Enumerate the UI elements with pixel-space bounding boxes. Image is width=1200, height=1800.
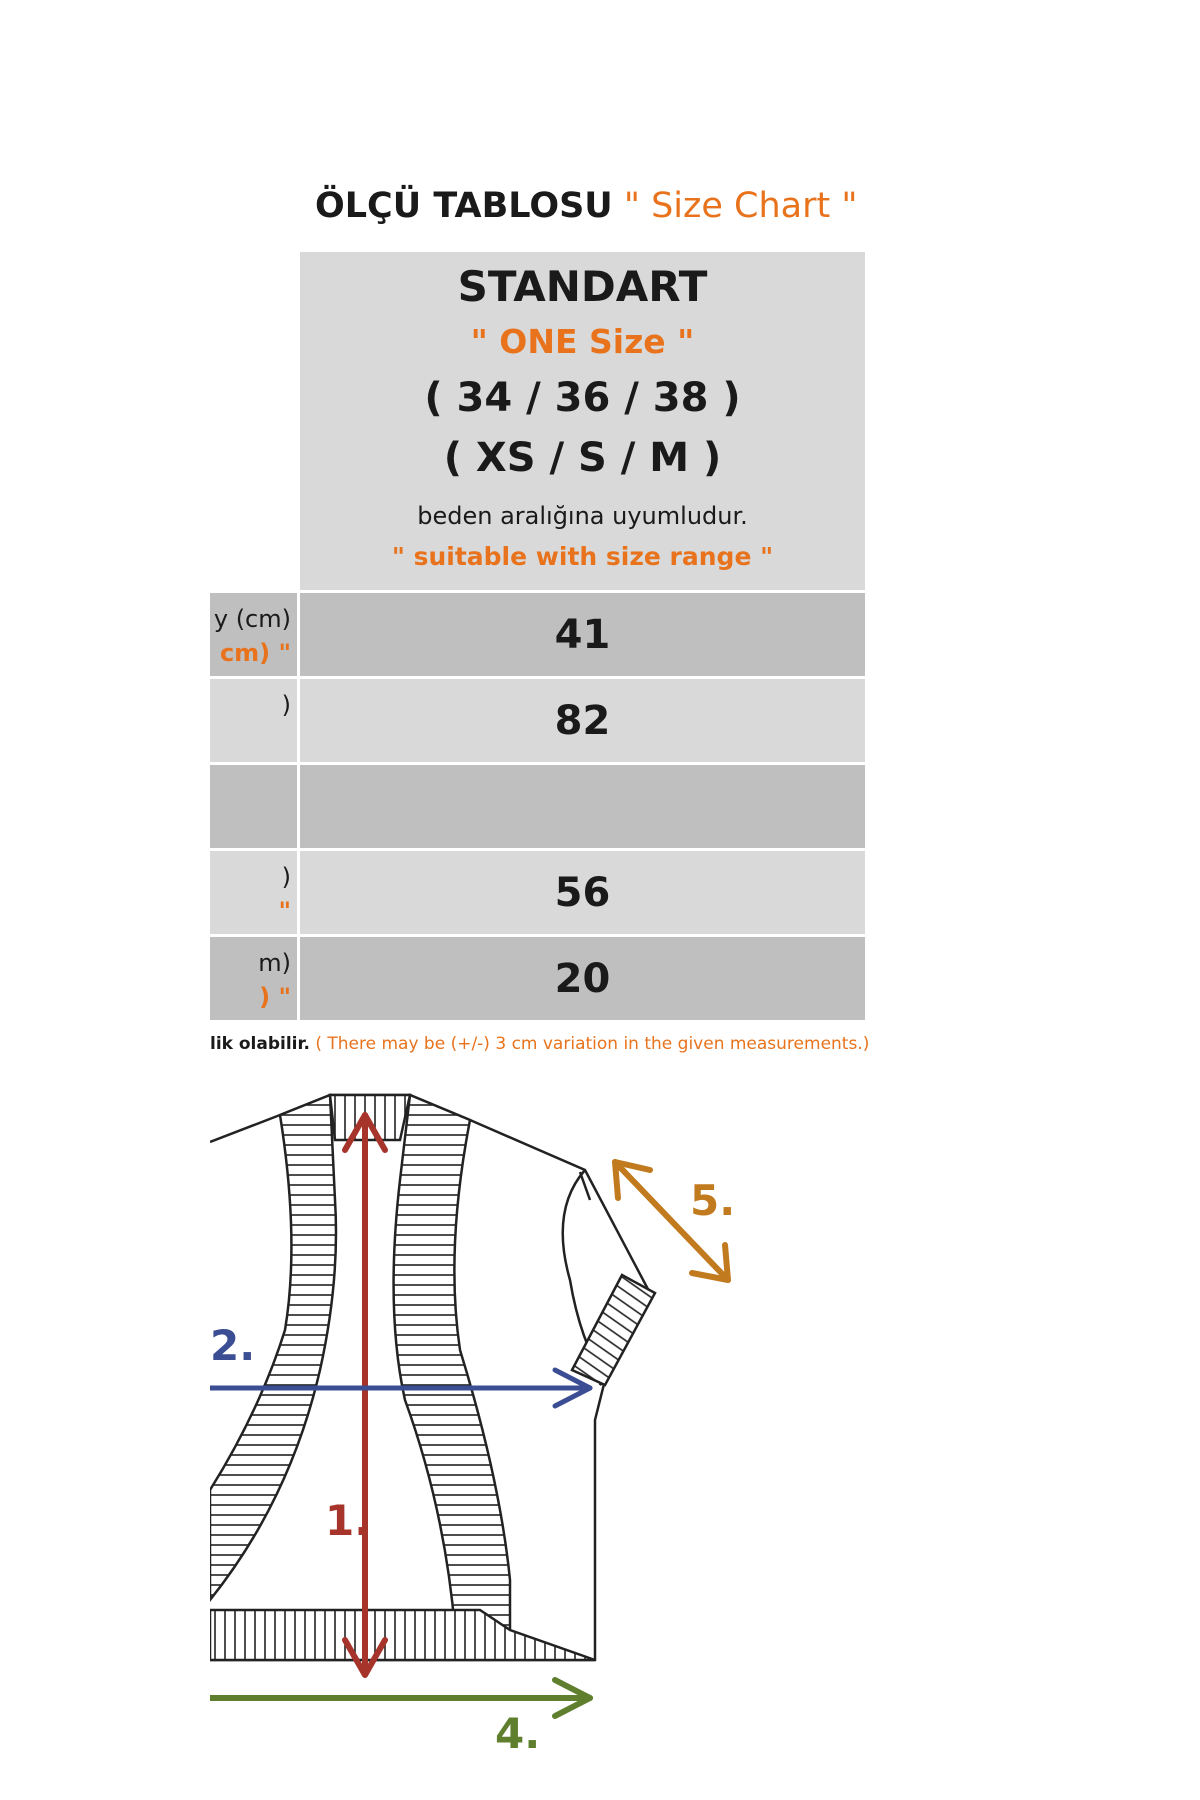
row-label-turkish: m) bbox=[258, 949, 291, 977]
standart-label: STANDART bbox=[457, 262, 708, 311]
table-row bbox=[210, 765, 865, 848]
measurement-label-1: 1. bbox=[325, 1496, 371, 1545]
row-label-cell bbox=[210, 937, 297, 1020]
row-value bbox=[300, 765, 865, 848]
table-row bbox=[210, 937, 865, 1020]
title-turkish: ÖLÇÜ TABLOSU bbox=[315, 186, 613, 226]
row-label-english: ) " bbox=[259, 983, 291, 1011]
row-label-cell bbox=[210, 851, 297, 934]
letter-size-range: ( XS / S / M ) bbox=[443, 435, 722, 481]
hem-band bbox=[210, 1610, 595, 1660]
title-english: " Size Chart " bbox=[623, 186, 858, 226]
note-turkish: lik olabilir. bbox=[210, 1034, 310, 1054]
garment-measurement-diagram bbox=[210, 1080, 770, 1760]
sleeve-cuff bbox=[572, 1275, 655, 1385]
row-value: 20 bbox=[300, 937, 865, 1020]
row-value: 82 bbox=[300, 679, 865, 762]
front-band-right bbox=[394, 1095, 510, 1630]
cardigan-drawing bbox=[210, 1080, 770, 1760]
measurement-label-4: 4. bbox=[495, 1709, 541, 1758]
measurement-note bbox=[210, 1034, 960, 1054]
row-label-turkish: ) bbox=[281, 863, 291, 891]
size-chart-title bbox=[315, 186, 875, 226]
measurement-label-5: 5. bbox=[690, 1176, 736, 1225]
row-label-cell bbox=[210, 679, 297, 762]
table-row bbox=[210, 593, 865, 676]
row-label-turkish: ) bbox=[281, 691, 291, 719]
size-header-box bbox=[300, 252, 865, 590]
collar bbox=[330, 1095, 410, 1140]
note-english: ( There may be (+/-) 3 cm variation in the given measurements.) bbox=[315, 1034, 870, 1054]
numeric-size-range: ( 34 / 36 / 38 ) bbox=[424, 375, 741, 421]
row-label-english: cm) " bbox=[219, 639, 291, 667]
row-label-cell bbox=[210, 593, 297, 676]
row-label-turkish: y (cm) bbox=[213, 605, 291, 633]
table-row bbox=[210, 851, 865, 934]
measurement-label-2: 2. bbox=[210, 1321, 256, 1370]
table-row bbox=[210, 679, 865, 762]
one-size-label: " ONE Size " bbox=[470, 322, 695, 361]
row-label-cell bbox=[210, 765, 297, 848]
row-value: 56 bbox=[300, 851, 865, 934]
suitable-english: " suitable with size range " bbox=[391, 542, 774, 571]
length-arrow bbox=[345, 1115, 385, 1675]
suitable-turkish: beden aralığına uyumludur. bbox=[417, 502, 748, 530]
row-label-english: " bbox=[278, 897, 291, 925]
row-value: 41 bbox=[300, 593, 865, 676]
